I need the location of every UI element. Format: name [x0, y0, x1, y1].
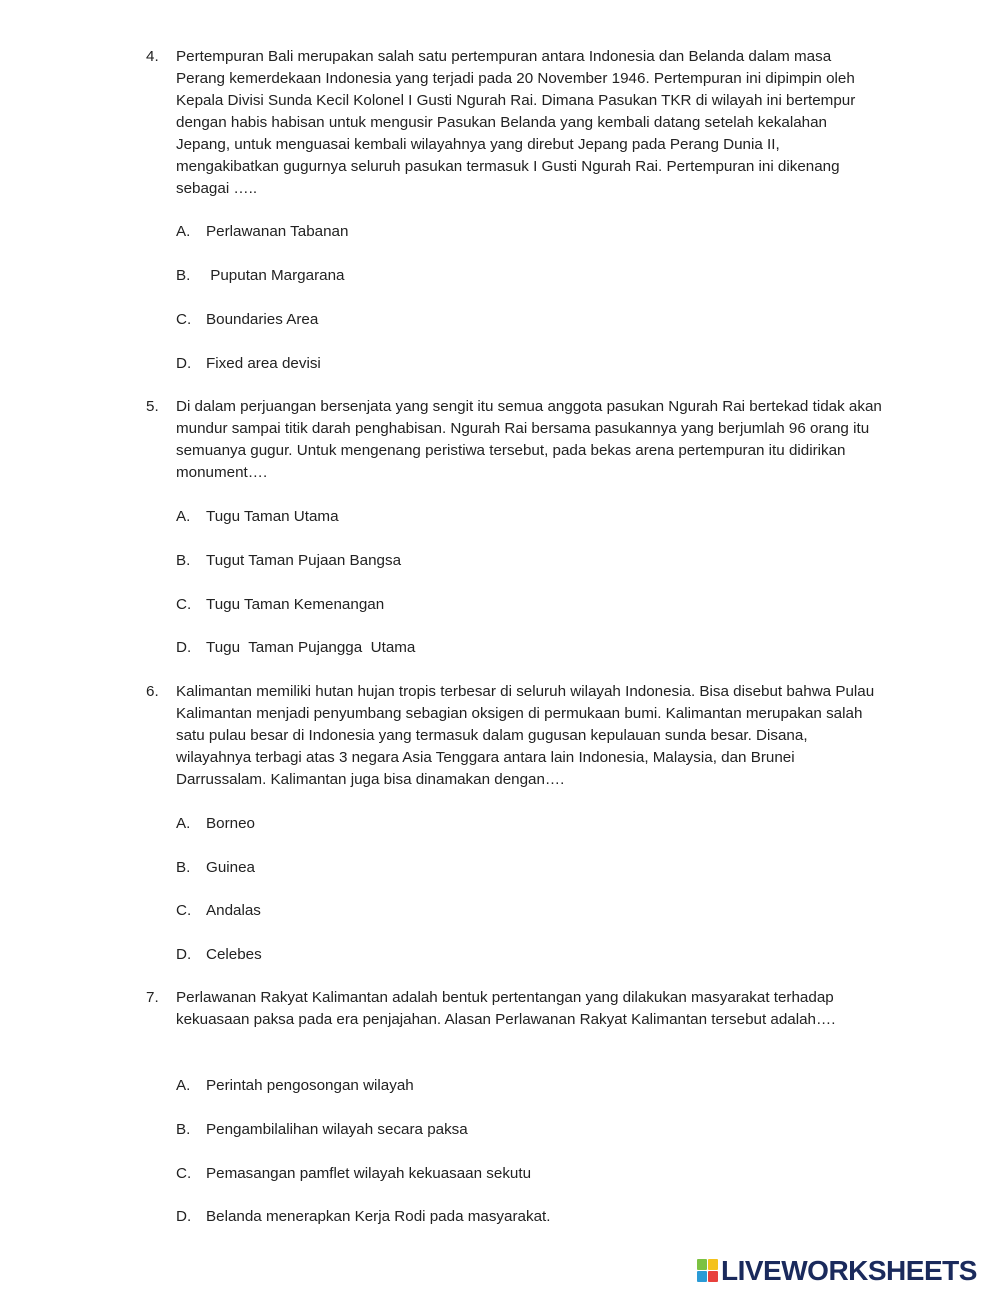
option-letter: B.: [176, 552, 191, 569]
option-letter: A.: [176, 1077, 191, 1094]
question-text: Kalimantan memiliki hutan hujan tropis terbesar di seluruh wilayah Indonesia. Bisa disebut bahwa Pulau Kalimantan menjadi penyumbang sebagian oksigen di permukaan bumi. Kalimantan merupakan salah satu pulau besar di Indonesia yang termasuk dalam gugusan kepulauan sunda besar. Disana, wilayahnya terbagi atas 3 negara Asia Tenggara antara lain Indonesia, Malaysia, dan Brunei Darrussalam. Kalimantan juga bisa dinamakan dengan….: [176, 683, 875, 788]
option-text: Celebes: [206, 946, 262, 963]
option-text: Puputan Margarana: [206, 267, 345, 284]
option-6c[interactable]: [0, 900, 1000, 922]
option-letter: B.: [176, 859, 191, 876]
option-text: Borneo: [206, 815, 255, 832]
option-4b[interactable]: [0, 265, 1000, 287]
option-text: Fixed area devisi: [206, 355, 321, 372]
question-text: Pertempuran Bali merupakan salah satu pertempuran antara Indonesia dan Belanda dalam masa Perang kemerdekaan Indonesia yang terjadi pada 20 November 1946. Pertempuran ini dipimpin oleh Kepala Divisi Sunda Kecil Kolonel I Gusti Ngurah Rai. Dimana Pasukan TKR di wilayah ini bertempur dengan habis habisan untuk mengusir Pasukan Belanda yang kembali datang setelah kekalahan Jepang, untuk menguasai kembali wilayahnya yang direbut Jepang pada Perang Dunia II, mengakibatkan gugurnya seluruh pasukan termasuk I Gusti Ngurah Rai. Pertempuran ini dikenang sebagai …..: [176, 48, 856, 197]
option-text: Pemasangan pamflet wilayah kekuasaan sekutu: [206, 1165, 532, 1182]
option-text: Belanda menerapkan Kerja Rodi pada masyarakat.: [206, 1208, 551, 1225]
liveworksheets-logo[interactable]: [697, 1255, 997, 1287]
option-5d[interactable]: [0, 637, 1000, 659]
option-letter: D.: [176, 946, 192, 963]
option-6b[interactable]: [0, 857, 1000, 879]
option-text: Tugut Taman Pujaan Bangsa: [206, 552, 402, 569]
option-text: Perintah pengosongan wilayah: [206, 1077, 414, 1094]
logo-text: LIVEWORKSHEETS: [721, 1255, 977, 1286]
question-number: 7.: [146, 989, 159, 1006]
option-letter: A.: [176, 508, 191, 525]
option-5b[interactable]: [0, 550, 1000, 572]
option-text: Tugu Taman Utama: [206, 508, 339, 525]
logo-grid-icon: [697, 1259, 719, 1283]
option-6a[interactable]: [0, 813, 1000, 835]
option-letter: C.: [176, 311, 192, 328]
question-text: Di dalam perjuangan bersenjata yang sengit itu semua anggota pasukan Ngurah Rai bertekad tidak akan mundur sampai titik darah penghabisan. Ngurah Rai bersama pasukannya yang berjumlah 96 orang itu semuanya gugur. Untuk mengenang peristiwa tersebut, pada bekas arena pertempuran itu didirikan monument….: [176, 398, 882, 481]
option-text: Andalas: [206, 902, 261, 919]
option-letter: D.: [176, 1208, 192, 1225]
option-letter: A.: [176, 223, 191, 240]
option-7a[interactable]: [0, 1075, 1000, 1097]
option-5c[interactable]: [0, 594, 1000, 616]
option-4c[interactable]: [0, 309, 1000, 331]
option-7d[interactable]: [0, 1206, 1000, 1228]
option-letter: C.: [176, 902, 192, 919]
question-text: Perlawanan Rakyat Kalimantan adalah bentuk pertentangan yang dilakukan masyarakat terhadap kekuasaan paksa pada era penjajahan. Alasan Perlawanan Rakyat Kalimantan tersebut adalah….: [176, 989, 836, 1028]
option-text: Guinea: [206, 859, 255, 876]
option-4d[interactable]: [0, 353, 1000, 375]
option-text: Tugu Taman Pujangga Utama: [206, 639, 416, 656]
option-7c[interactable]: [0, 1163, 1000, 1185]
question-number: 5.: [146, 398, 159, 415]
option-text: Boundaries Area: [206, 311, 319, 328]
option-4a[interactable]: [0, 221, 1000, 243]
question-number: 4.: [146, 48, 159, 65]
option-7b[interactable]: [0, 1119, 1000, 1141]
option-letter: C.: [176, 596, 192, 613]
option-letter: D.: [176, 355, 192, 372]
option-text: Pengambilalihan wilayah secara paksa: [206, 1121, 468, 1138]
option-letter: D.: [176, 639, 192, 656]
option-letter: B.: [176, 1121, 191, 1138]
option-text: Perlawanan Tabanan: [206, 223, 349, 240]
question-number: 6.: [146, 683, 159, 700]
option-letter: A.: [176, 815, 191, 832]
option-letter: C.: [176, 1165, 192, 1182]
option-letter: B.: [176, 267, 191, 284]
option-5a[interactable]: [0, 506, 1000, 528]
option-text: Tugu Taman Kemenangan: [206, 596, 385, 613]
option-6d[interactable]: [0, 944, 1000, 966]
